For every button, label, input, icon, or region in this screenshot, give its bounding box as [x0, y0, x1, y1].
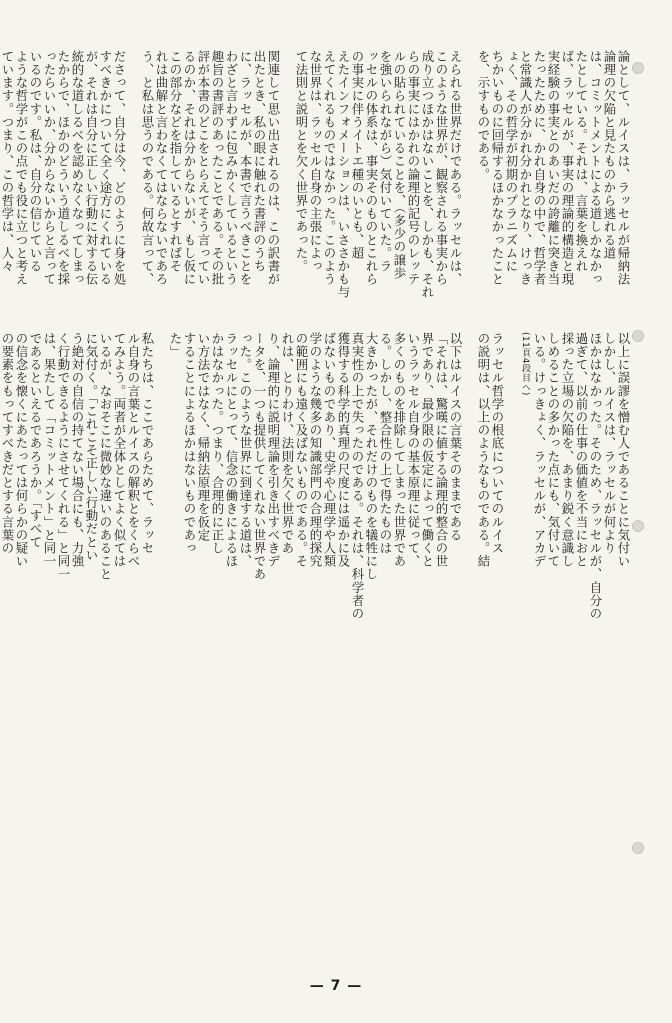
text-line: ル自身の言葉とルイスの解釈とをくらべ: [126, 332, 141, 568]
text-line: 「それは、驚嘆に値する論理的整合の世: [434, 332, 449, 568]
text-line: 関連して思い出されるのは、この訳書が: [266, 50, 281, 286]
text-line: が、それは自分に正しい行動に対する伝: [84, 50, 99, 286]
text-line: であるといえるであろうか。「すべて: [28, 332, 43, 549]
text-line: えてくれるものではなかった。このよう: [322, 50, 337, 286]
text-line: この部分などを指しているとすればそ: [168, 50, 183, 273]
text-line: の範囲にも遠く及ばないものである。そ: [294, 332, 309, 568]
text-line: 真実性の上で失ったのである。それは、科学者の: [350, 332, 365, 621]
text-line: いる。けっきょく、ラッセルが、アカデ: [532, 332, 547, 568]
text-line: るのか、それは分からないが、もし仮に: [182, 50, 197, 286]
text-line: しかし、ルイスは、ラッセルが何より: [602, 332, 617, 555]
text-line: る。しかし、整合性の上で得たものは: [378, 332, 393, 555]
text-line: 実経験の事実とのあいだの誇離に突き当: [546, 50, 561, 286]
text-line: ばないものであり、史学や心理学や人類: [322, 332, 337, 568]
text-line: は、コミットメントによる道しかなかっ: [588, 50, 603, 286]
text-line: 過ぎて、以前の仕事の価値を不当におと: [574, 332, 589, 568]
paragraph-gap: [462, 50, 476, 320]
text-line: 以下はルイスの言葉そのままである: [448, 332, 463, 542]
text-line: は、果たして「コミットメント」と同一: [42, 332, 57, 568]
text-line: ています。つまり、この哲学は、人々: [0, 50, 15, 273]
text-line: の要素をもってすべきだとする言葉の: [0, 332, 15, 555]
text-line: わざと言わずに包みかくしているという: [224, 50, 239, 286]
text-line: の信念を懐くにあたっては何らかの疑い: [14, 332, 29, 568]
text-line: ちかいものに回帰するほかなかったこと: [490, 50, 505, 286]
binder-hole: [632, 62, 644, 74]
paragraph-gap: [154, 332, 168, 968]
text-line: かはなかった。つまり、合理的に正し: [210, 332, 225, 555]
text-line: ルの貼られていることを、（多少の譲歩: [392, 50, 407, 280]
text-line: を強いられながら）気付いていた。ラ: [378, 50, 393, 273]
text-line: う絶対の自信の持てない場合にも、力強: [70, 332, 85, 568]
text-line: たとしている。それは、言葉を換えれ: [574, 50, 589, 273]
text-line: このような世界が、観察される事実から: [434, 50, 449, 286]
text-line: たったために、かれ自身の中で、哲学者: [532, 50, 547, 286]
text-line: 学のような幾多の知識部門の合理的探究: [308, 332, 323, 568]
text-line: らの事実にはかれの論理的記号のレッテ: [406, 50, 421, 286]
text-line: い方法ではなく、帰納法原理を仮定: [196, 332, 211, 542]
text-line: 評が本書のどこをとらえてそう言ってい: [196, 50, 211, 286]
text-line: 採った立場の欠陥を、あまり鋭く意識し: [560, 332, 575, 568]
bottom-text-tier: [0, 332, 631, 968]
text-line: 論として、ルイスは、ラッセルが帰納法: [616, 50, 631, 286]
text-line: り、論理的に説明理論を引き出すべきデ: [266, 332, 281, 568]
text-line: いるのです。私は、自分の信じている: [28, 50, 43, 273]
text-line: を、示すものである。: [476, 50, 491, 181]
top-text-tier: [0, 50, 631, 320]
text-line: う、と私は思うのである。何故言って、: [140, 50, 155, 286]
text-line: (11頁4段目へ): [520, 332, 530, 396]
text-line: に、ラッセルが、本書で言うべきことを: [238, 50, 253, 286]
text-line: て法則と説明とを欠く世界であった。: [294, 50, 309, 273]
text-line: 獲得する科学的真理の尺度には遥かに及: [336, 332, 351, 568]
text-line: ったらいいか、分からないからと言って: [42, 50, 57, 286]
text-line: ほかはなかった。そのため、ラッセルが、自分の: [588, 332, 603, 621]
binder-hole: [632, 842, 644, 854]
text-line: すべきかについて全く途方にくれている: [98, 50, 113, 286]
text-line: 出たとき、私の眼に触れた書評のうち: [252, 50, 267, 273]
text-line: することによるほかはないものであっ: [182, 332, 197, 555]
text-line: 大きかったが、それだけのものを犠牲にし: [364, 332, 379, 581]
text-line: えられる世界だけである。ラッセルは、: [448, 50, 463, 286]
binder-hole: [632, 330, 644, 342]
text-line: ような哲学がこの点でも役に立つと考え: [14, 50, 29, 286]
text-line: の事実に伴うイトエ種のいとも、超: [350, 50, 365, 260]
text-line: しめることの多かった点にも、気付いて: [546, 332, 561, 568]
text-line: 成り立つほかはないことを、しかも、それ: [420, 50, 435, 299]
text-line: 趣旨の書評のあったことである。その批: [210, 50, 225, 286]
paragraph-gap: [126, 50, 140, 320]
text-line: ータを、一つも提供してくれない世界であ: [252, 332, 267, 581]
text-line: 以上に誤謬を憎む人であることに気付い: [616, 332, 631, 568]
text-line: 界であり、最少限の仮定によって働くと: [420, 332, 435, 568]
page-number: — 7 —: [309, 978, 363, 994]
text-line: ば、ラッセルが、事実の理論的構造と現: [560, 50, 575, 286]
text-line: な世界は、ラッセル自身の主張によっ: [308, 50, 323, 273]
paragraph-gap: [280, 50, 294, 320]
text-line: 論理の欠陥と見たものから逃れる道: [602, 50, 617, 260]
text-line: いるが、なおそこに微妙な違いのあること: [98, 332, 113, 581]
binder-hole: [632, 520, 644, 532]
text-line: く行動できるようにさせてくれる」と同一: [56, 332, 71, 581]
text-line: に気付く。「これこそ正しい行動だとい: [84, 332, 99, 562]
paragraph-gap: [504, 332, 518, 968]
paragraph-gap: [462, 332, 476, 968]
text-line: 私たちは、ここであらためて、ラッセ: [140, 332, 155, 555]
text-line: いうラッセル自身の基本原理に従って、: [406, 332, 421, 568]
text-line: えたインフォメーションは、いささかも与: [336, 50, 351, 299]
text-line: 多くのものを排除してしまった世界であ: [392, 332, 407, 568]
text-line: れは曲解と言わなくてはならないであろ: [154, 50, 169, 286]
text-line: の説明は、以上のようなものである。結: [476, 332, 491, 568]
text-line: ッセルの体系は、事実そのものとこれら: [364, 50, 379, 286]
text-line: ラッセルにとって、信念の働きによるほ: [224, 332, 239, 568]
text-line: ょく、その哲学が初期のプラニズムに: [504, 50, 519, 273]
text-line: たからで、ほかのどういう道しるべを採: [56, 50, 71, 286]
text-line: た」: [168, 332, 183, 359]
text-line: てみよう。両者が全体としてよく似ては: [112, 332, 127, 568]
text-line: ださって、自分は今、どのように身を処: [112, 50, 127, 286]
text-line: ラッセル哲学の根底についてのルイス: [490, 332, 505, 555]
text-line: 統的な道しるべを認めなくなってしまっ: [70, 50, 85, 286]
text-line: れは、とりわけ、法則を欠く世界であ: [280, 332, 295, 555]
text-line: った。このような世界に到達する道は、: [238, 332, 253, 568]
text-line: と常識人が分かれ分かれとなり、けっき: [518, 50, 533, 286]
